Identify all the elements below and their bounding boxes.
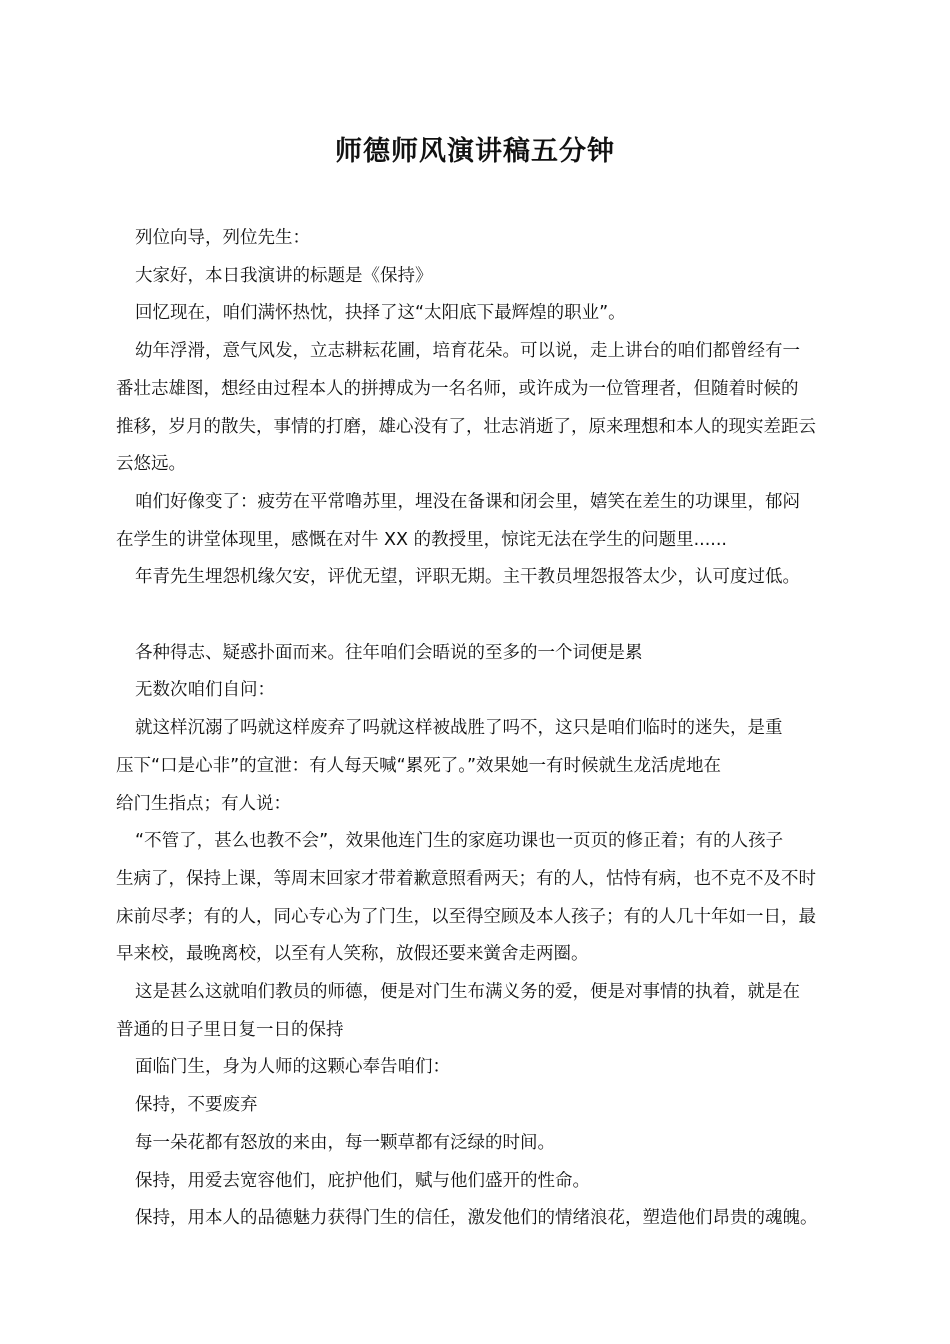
paragraph-line: 给门生指点；有人说： bbox=[116, 793, 291, 814]
paragraph bbox=[116, 635, 838, 673]
paragraph bbox=[116, 1049, 838, 1087]
paragraph bbox=[116, 1087, 838, 1125]
paragraph-line: 每一朵花都有怒放的来由，每一颗草都有泛绿的时间。 bbox=[135, 1132, 555, 1153]
paragraph-line: 生病了，保持上课，等周末回家才带着歉意照看两天；有的人，怙恃有病，也不克不及不时 bbox=[116, 868, 816, 889]
blank-line bbox=[116, 597, 838, 635]
paragraph-line: 推移，岁月的散失，事情的打磨，雄心没有了，壮志消逝了，原来理想和本人的现实差距云 bbox=[116, 416, 816, 437]
paragraph bbox=[116, 1200, 838, 1238]
paragraph bbox=[116, 484, 838, 559]
paragraph bbox=[116, 672, 838, 710]
paragraph-line: 番壮志雄图，想经由过程本人的拼搏成为一名名师，或许成为一位管理者，但随着时候的 bbox=[116, 378, 799, 399]
paragraph-line: “不管了，甚么也教不会”，效果他连门生的家庭功课也一页页的修正着；有的人孩子 bbox=[135, 831, 784, 852]
paragraph-line: 列位向导，列位先生： bbox=[135, 228, 310, 248]
paragraph-line: 面临门生，身为人师的这颗心奉告咱们： bbox=[135, 1057, 450, 1078]
paragraph-line: 就这样沉溺了吗就这样废弃了吗就这样被战胜了吗不，这只是咱们临时的迷失，是重 bbox=[135, 718, 783, 739]
paragraph-line: 云悠远。 bbox=[116, 454, 186, 475]
paragraph-line: 年青先生埋怨机缘欠安，评优无望，评职无期。主干教员埋怨报答太少，认可度过低。 bbox=[135, 567, 800, 588]
paragraph-line: 咱们好像变了：疲劳在平常噜苏里，埋没在备课和闭会里，嬉笑在差生的功课里，郁闷 bbox=[135, 491, 800, 512]
paragraph bbox=[116, 220, 838, 258]
paragraph bbox=[116, 823, 838, 974]
paragraph-line: 床前尽孝；有的人，同心专心为了门生，以至得空顾及本人孩子；有的人几十年如一日，最 bbox=[116, 906, 816, 927]
paragraph bbox=[116, 333, 838, 484]
paragraph-line: 在学生的讲堂体现里，感慨在对牛 XX 的教授里，惊诧无法在学生的问题里...... bbox=[116, 529, 727, 550]
document-title: 师德师风演讲稿五分钟 bbox=[335, 136, 615, 167]
paragraph-line: 保持，用本人的品德魅力获得门生的信任，激发他们的情绪浪花，塑造他们昂贵的魂魄。 bbox=[135, 1208, 818, 1229]
paragraph-line: 幼年浮滑，意气风发，立志耕耘花圃，培育花朵。可以说，走上讲台的咱们都曾经有一 bbox=[135, 341, 800, 362]
paragraph bbox=[116, 258, 838, 296]
paragraph-line: 回忆现在，咱们满怀热忱，抉择了这“太阳底下最辉煌的职业”。 bbox=[135, 303, 626, 324]
paragraph-line: 无数次咱们自问： bbox=[135, 680, 275, 701]
paragraph-line: 这是甚么这就咱们教员的师德，便是对门生布满义务的爱，便是对事情的执着，就是在 bbox=[135, 982, 800, 1003]
paragraph-line: 普通的日子里日复一日的保持 bbox=[116, 1019, 344, 1040]
paragraph-line: 保持，不要废弃 bbox=[135, 1095, 258, 1116]
paragraph bbox=[116, 710, 838, 823]
paragraph-line: 大家好，本日我演讲的标题是《保持》 bbox=[135, 265, 433, 286]
document-body bbox=[116, 220, 838, 1238]
paragraph-line: 保持，用爱去宽容他们，庇护他们，赋与他们盛开的性命。 bbox=[135, 1170, 590, 1191]
paragraph bbox=[116, 1163, 838, 1201]
paragraph bbox=[116, 974, 838, 1049]
paragraph bbox=[116, 559, 838, 597]
paragraph-line: 压下“口是心非”的宣泄：有人每天喊“累死了。”效果她一有时候就生龙活虎地在 bbox=[116, 755, 722, 776]
paragraph-line: 各种得志、疑惑扑面而来。往年咱们会晤说的至多的一个词便是累 bbox=[135, 642, 643, 663]
paragraph bbox=[116, 295, 838, 333]
paragraph bbox=[116, 1125, 838, 1163]
paragraph-line: 早来校，最晚离校，以至有人笑称，放假还要来黉舍走两圈。 bbox=[116, 944, 589, 965]
